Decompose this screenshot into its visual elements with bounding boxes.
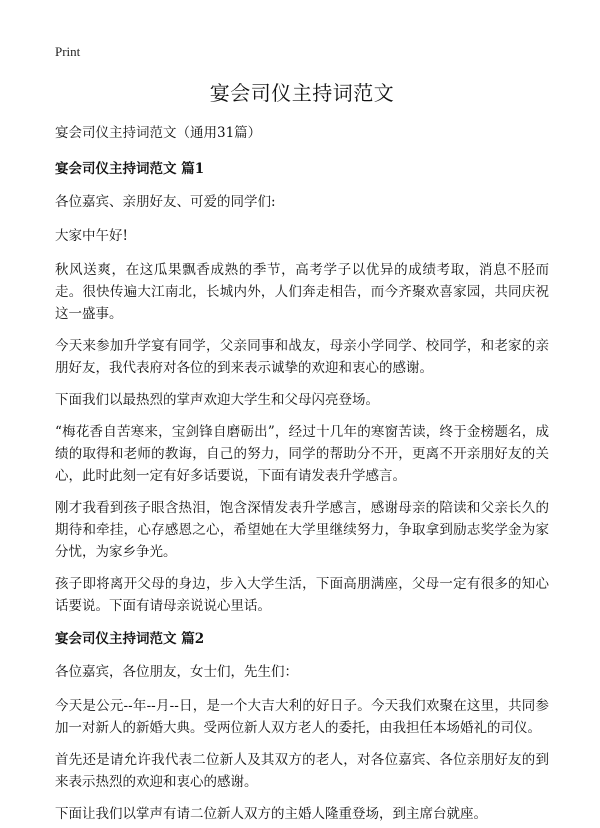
paragraph: 首先还是请允许我代表二位新人及其双方的老人，对各位嘉宾、各位亲朋好友的到来表示热烈的欢迎和衷心的感谢。 [55,752,549,790]
paragraph: 下面我们以最热烈的掌声欢迎大学生和父母闪亮登场。 [55,392,379,408]
paragraph: 今天来参加升学宴有同学，父亲同事和战友，母亲小学同学、校同学，和老家的亲朋好友，我代表府对各位的到来表示诚挚的欢迎和衷心的感谢。 [55,338,549,376]
page-title: 宴会司仪主持词范文 [209,81,395,105]
paragraph: 秋风送爽，在这瓜果飘香成熟的季节，高考学子以优异的成绩考取，消息不胫而走。很快传遍大江南北，长城内外，人们奔走相告，而今齐聚欢喜家园，共同庆祝这一盛事。 [55,262,549,322]
section-heading: 宴会司仪主持词范文 篇1 [55,161,205,177]
document-subtitle: 宴会司仪主持词范文（通用31篇） [55,125,262,141]
paragraph: 大家中午好! [55,228,128,244]
section-1 [55,157,549,617]
paragraph: 刚才我看到孩子眼含热泪，饱含深情发表升学感言，感谢母亲的陪读和父亲长久的期待和牵挂，心存感恩之心，希望她在大学里继续努力，争取拿到励志奖学金为家分忧，为家乡争光。 [55,500,549,560]
paragraph: 各位嘉宾、亲朋好友、可爱的同学们: [55,194,276,210]
section-2 [55,627,549,825]
paragraph: 下面让我们以掌声有请二位新人双方的主婚人隆重登场，到主席台就座。 [55,806,487,822]
paragraph: 今天是公元--年--月--日，是一个大吉大利的好日子。今天我们欢聚在这里，共同参加一对新人的新婚大典。受两位新人双方老人的委托，由我担任本场婚礼的司仪。 [55,698,549,736]
section-heading: 宴会司仪主持词范文 篇2 [55,631,205,647]
paragraph: “梅花香自苦寒来，宝剑锋自磨砺出”，经过十几年的寒窗苦读，终于金榜题名，成绩的取得和老师的教诲，自己的努力，同学的帮助分不开，更离不开亲朋好友的关心，此时此刻一定有好多话要说，下面有请发表升学感言。 [55,424,549,484]
print-link[interactable]: Print [55,44,81,59]
paragraph: 孩子即将离开父母的身边，步入大学生活，下面高朋满座，父母一定有很多的知心话要说。下面有请母亲说说心里话。 [55,576,549,614]
paragraph: 各位嘉宾，各位朋友，女士们，先生们： [55,664,298,680]
